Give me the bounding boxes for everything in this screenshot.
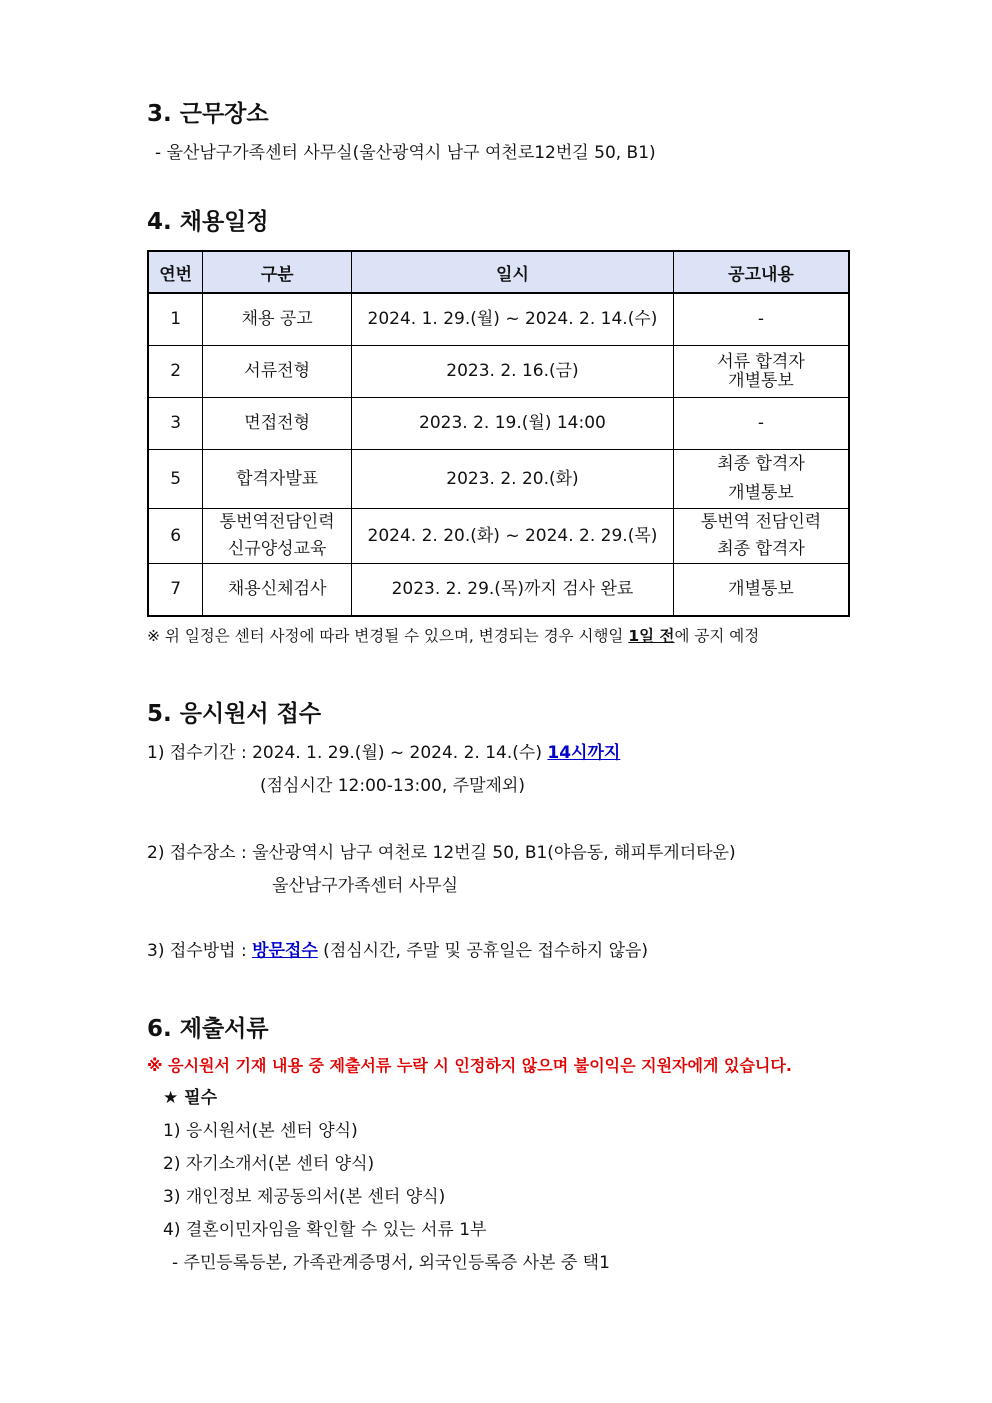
- deadline-emphasis: 14시까지: [547, 743, 621, 763]
- section-4-heading: 4. 채용일정: [147, 209, 269, 235]
- period-note: (점심시간 12:00-13:00, 주말제외): [260, 776, 525, 796]
- row-date: 2024. 2. 20.(화) ~ 2024. 2. 29.(목): [351, 509, 673, 564]
- row-category: [203, 346, 352, 398]
- notice-line: 개별통보: [728, 483, 794, 503]
- work-location-text: - 울산남구가족센터 사무실(울산광역시 남구 여천로12번길 50, B1): [155, 143, 656, 163]
- table-row: [148, 450, 849, 509]
- notice-line: 서류 합격자: [717, 351, 805, 372]
- col-header-category: 구분: [203, 251, 352, 293]
- col-header-no: 연번: [148, 251, 203, 293]
- notice-line: -: [757, 309, 765, 329]
- document-sub-item: - 주민등록등본, 가족관계증명서, 외국인등록증 사본 중 택1: [172, 1253, 610, 1273]
- period-text: 1) 접수기간 : 2024. 1. 29.(월) ~ 2024. 2. 14.(수): [147, 743, 548, 763]
- row-no: 5: [148, 450, 203, 509]
- row-category: [203, 564, 352, 617]
- col-header-notice: 공고내용: [674, 251, 850, 293]
- category-line: 채용신체검사: [227, 579, 327, 599]
- category-line: 면접전형: [244, 413, 310, 433]
- row-notice: [674, 293, 850, 346]
- row-category: [203, 293, 352, 346]
- category-line: 통번역전담인력: [219, 512, 335, 532]
- row-date: 2023. 2. 29.(목)까지 검사 완료: [351, 564, 673, 617]
- row-date: 2023. 2. 19.(월) 14:00: [351, 398, 673, 450]
- application-method: [147, 936, 648, 961]
- document-item: 2) 자기소개서(본 센터 양식): [163, 1154, 375, 1174]
- document-item: 3) 개인정보 제공동의서(본 센터 양식): [163, 1187, 446, 1207]
- row-notice: [674, 509, 850, 564]
- table-row: [148, 509, 849, 564]
- category-line: 채용 공고: [241, 309, 313, 329]
- row-no: 1: [148, 293, 203, 346]
- document-item: 1) 응시원서(본 센터 양식): [163, 1121, 358, 1141]
- method-label: 3) 접수방법 :: [147, 941, 253, 961]
- row-notice: [674, 398, 850, 450]
- table-row: [148, 346, 849, 398]
- table-row: [148, 564, 849, 617]
- method-note: (점심시간, 주말 및 공휴일은 접수하지 않음): [317, 941, 649, 961]
- method-emphasis: 방문접수: [252, 941, 318, 961]
- notice-line: 최종 합격자: [717, 454, 805, 474]
- required-label: ★ 필수: [163, 1088, 218, 1108]
- notice-line: 개별통보: [728, 579, 794, 599]
- documents-warning: ※ 응시원서 기재 내용 중 제출서류 누락 시 인정하지 않으며 불이익은 지원자에게 있습니다.: [147, 1056, 792, 1075]
- row-no: 6: [148, 509, 203, 564]
- notice-line: 통번역 전담인력: [700, 512, 822, 532]
- row-no: 3: [148, 398, 203, 450]
- category-line: 신규양성교육: [227, 539, 327, 559]
- col-header-date: 일시: [351, 251, 673, 293]
- section-5-heading: 5. 응시원서 접수: [147, 701, 322, 727]
- notice-line: -: [757, 413, 765, 433]
- category-line: 서류전형: [244, 361, 310, 381]
- row-category: [203, 398, 352, 450]
- row-date: 2023. 2. 16.(금): [351, 346, 673, 398]
- notice-line: 최종 합격자: [717, 539, 805, 559]
- row-date: 2023. 2. 20.(화): [351, 450, 673, 509]
- schedule-table: [147, 250, 850, 617]
- row-no: 2: [148, 346, 203, 398]
- schedule-footnote: [147, 624, 759, 646]
- row-category: [203, 509, 352, 564]
- footnote-text-end: 에 공지 예정: [674, 627, 760, 645]
- document-item: 4) 결혼이민자임을 확인할 수 있는 서류 1부: [163, 1220, 487, 1240]
- footnote-emphasis: 1일 전: [628, 627, 675, 645]
- row-category: [203, 450, 352, 509]
- footnote-text: ※ 위 일정은 센터 사정에 따라 변경될 수 있으며, 변경되는 경우 시행일: [147, 627, 629, 645]
- application-period: [147, 738, 620, 763]
- table-row: [148, 398, 849, 450]
- schedule-header-row: [148, 251, 849, 293]
- notice-line: 개별통보: [728, 370, 794, 391]
- row-notice: [674, 564, 850, 617]
- row-date: 2024. 1. 29.(월) ~ 2024. 2. 14.(수): [351, 293, 673, 346]
- table-row: [148, 293, 849, 346]
- section-6-heading: 6. 제출서류: [147, 1016, 269, 1042]
- row-no: 7: [148, 564, 203, 617]
- place-office: 울산남구가족센터 사무실: [272, 876, 459, 896]
- row-notice: [674, 450, 850, 509]
- section-3-heading: 3. 근무장소: [147, 101, 269, 127]
- application-place: 2) 접수장소 : 울산광역시 남구 여천로 12번길 50, B1(야음동, 해피투게더타운): [147, 843, 736, 863]
- category-line: 합격자발표: [236, 468, 319, 489]
- row-notice: [674, 346, 850, 398]
